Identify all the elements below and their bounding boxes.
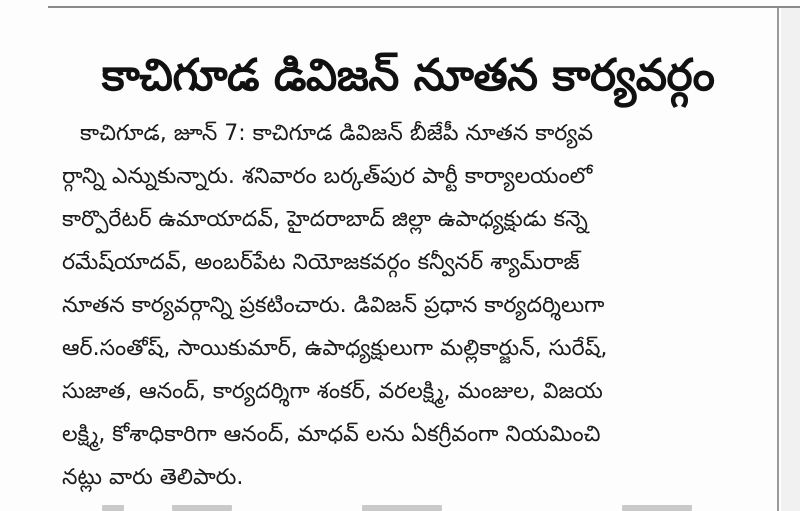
article-headline: కాచిగూడ డివిజన్ నూతన కార్యవర్గం [101, 50, 715, 101]
body-line: ర్గాన్ని ఎన్నుకున్నారు. శనివారం బర్కత్‌పుర పార్టీ కార్యాలయంలో [62, 164, 593, 189]
body-line: ఆర్.సంతోష్, సాయికుమార్, ఉపాధ్యక్షులుగా మల్లికార్జున్, సురేష్, [62, 336, 608, 361]
cropped-text-fragment [172, 505, 232, 511]
body-line: నూతన కార్యవర్గాన్ని ప్రకటించారు. డివిజన్ ప్రధాన కార్యదర్శిలుగా [62, 293, 605, 318]
cropped-text-fragment [622, 505, 692, 511]
body-line: కాచిగూడ, జూన్ 7: కాచిగూడ డివిజన్ బీజేపీ నూతన కార్యవ [80, 121, 594, 146]
article-body [62, 112, 768, 499]
body-line: లక్ష్మి, కోశాధికారిగా ఆనంద్, మాధవ్ లను ఏకగ్రీవంగా నియమించి [62, 422, 601, 447]
adjacent-column-margin [781, 8, 800, 511]
cropped-text-fragment [362, 505, 442, 511]
cropped-next-article-edge [62, 502, 768, 511]
body-line: సుజాత, ఆనంద్, కార్యదర్శిగా శంకర్, వరలక్ష్మి, మంజుల, విజయ [62, 379, 603, 404]
body-line: నట్లు వారు తెలిపారు. [62, 465, 244, 490]
body-line: కార్పొరేటర్ ఉమాయాదవ్, హైదరాబాద్ జిల్లా ఉపాధ్యక్షుడు కన్నె [62, 207, 588, 232]
cropped-text-fragment [102, 505, 124, 511]
column-divider-line [777, 8, 779, 511]
body-line: రమేష్‌యాదవ్, అంబర్‌పేట నియోజకవర్గం కన్వీనర్ శ్యామ్‌రాజ్ [62, 250, 580, 275]
top-divider-line [48, 6, 800, 8]
